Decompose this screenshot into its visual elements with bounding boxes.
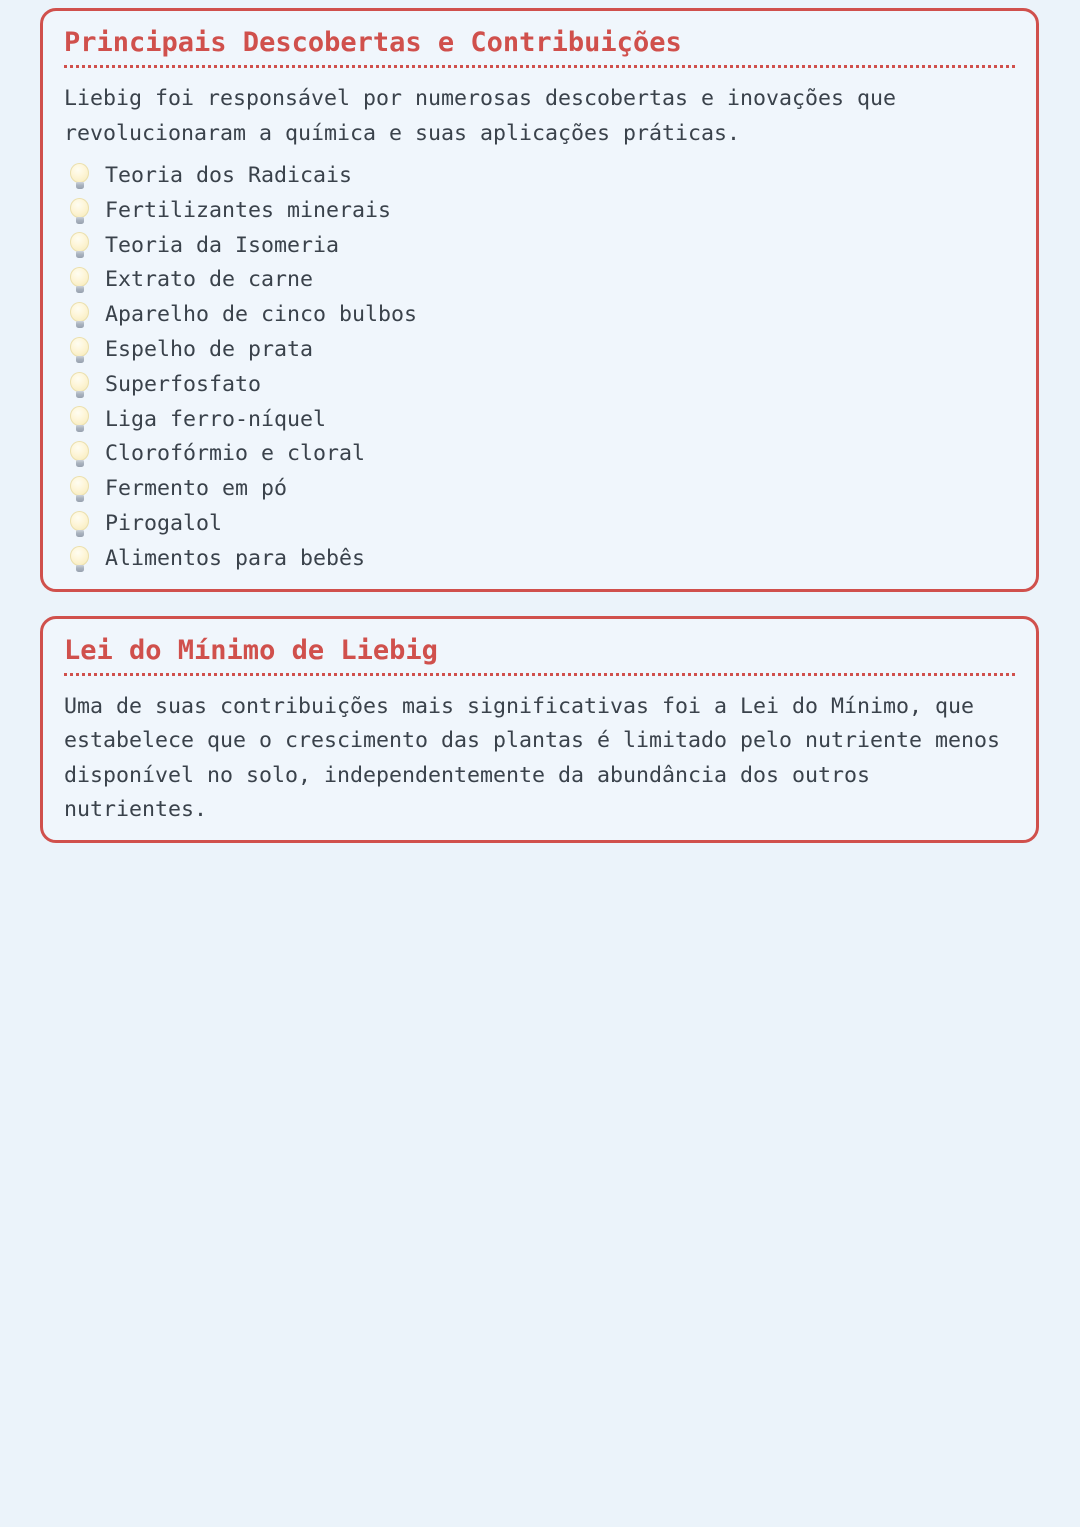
lightbulb-icon	[70, 511, 90, 538]
lightbulb-icon	[70, 267, 90, 294]
lightbulb-icon	[70, 198, 90, 225]
list-item	[64, 263, 1015, 298]
lightbulb-icon	[70, 337, 90, 364]
lightbulb-icon	[70, 441, 90, 468]
lightbulb-icon	[70, 163, 90, 190]
discoveries-list	[64, 159, 1015, 577]
lightbulb-icon	[70, 546, 90, 573]
list-item	[64, 333, 1015, 368]
list-item	[64, 542, 1015, 577]
law-of-minimum-card-title: Lei do Mínimo de Liebig	[64, 635, 1015, 676]
discoveries-card	[40, 8, 1039, 592]
list-item-label: Teoria dos Radicais	[105, 163, 353, 188]
law-of-minimum-card	[40, 616, 1039, 843]
list-item	[64, 229, 1015, 264]
list-item-label: Espelho de prata	[105, 336, 314, 362]
law-of-minimum-paragraph: Uma de suas contribuições mais significativas foi a Lei do Mínimo, que estabelece que o crescimento das plantas é limitado pelo nutriente menos disponível no solo, independentemente da abundância dos outros nutrientes.	[64, 693, 1001, 823]
list-item	[64, 472, 1015, 507]
list-item	[64, 298, 1015, 333]
lightbulb-icon	[70, 476, 90, 503]
list-item	[64, 194, 1015, 229]
list-item	[64, 159, 1015, 194]
lightbulb-icon	[70, 406, 90, 433]
list-item-label: Alimentos para bebês	[105, 545, 366, 571]
list-item-label: Teoria da Isomeria	[105, 232, 340, 258]
list-item-label: Clorofórmio e cloral	[105, 441, 366, 467]
list-item	[64, 507, 1015, 542]
lightbulb-icon	[70, 302, 90, 329]
lightbulb-icon	[70, 372, 90, 399]
list-item-label: Superfosfato	[105, 371, 262, 397]
lightbulb-icon	[70, 232, 90, 259]
list-item-label: Aparelho de cinco bulbos	[105, 302, 418, 328]
list-item	[64, 368, 1015, 403]
list-item-label: Pirogalol	[105, 510, 223, 536]
list-item-label: Liga ferro-níquel	[105, 406, 327, 432]
discoveries-card-title: Principais Descobertas e Contribuições	[64, 27, 1015, 68]
list-item-label: Extrato de carne	[105, 267, 314, 293]
list-item-label: Fertilizantes minerais	[105, 197, 392, 223]
list-item	[64, 403, 1015, 438]
discoveries-intro-paragraph: Liebig foi responsável por numerosas descobertas e inovações que revolucionaram a química e suas aplicações práticas.	[64, 86, 897, 146]
list-item	[64, 437, 1015, 472]
list-item-label: Fermento em pó	[105, 476, 288, 502]
